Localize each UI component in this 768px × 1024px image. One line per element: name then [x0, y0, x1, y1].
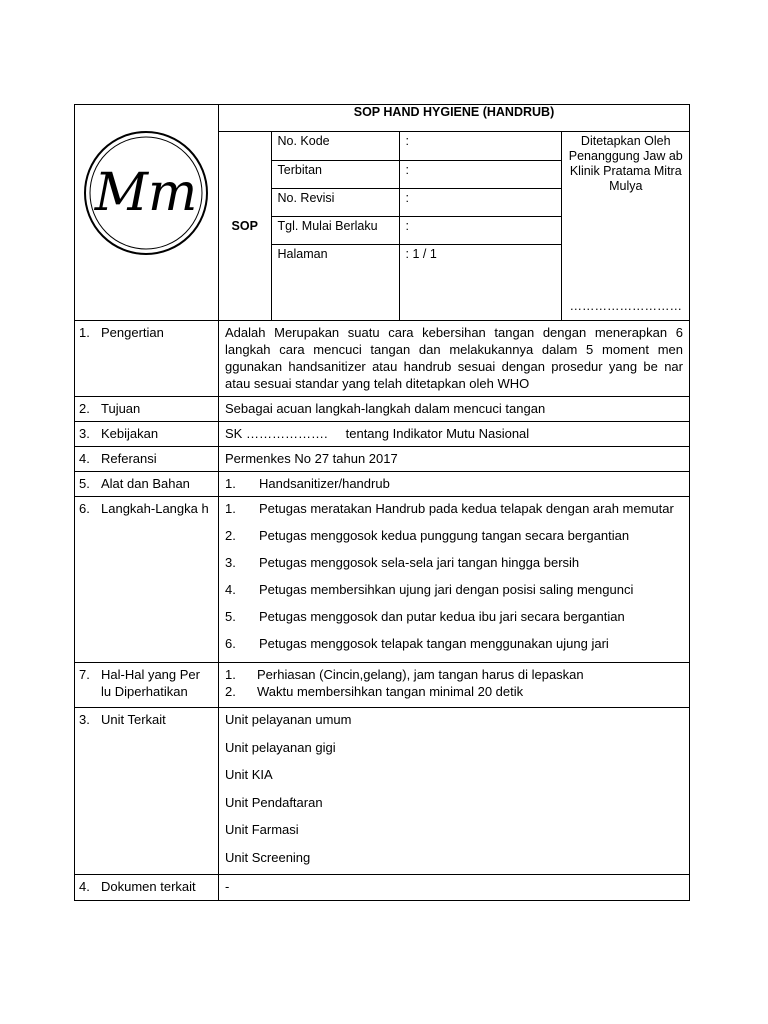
- row-number: 1.: [79, 325, 90, 340]
- row-label: Hal-Hal yang Per lu Diperhatikan: [101, 667, 200, 699]
- row-label: Alat dan Bahan: [101, 476, 190, 491]
- row-label: Unit Terkait: [101, 712, 166, 727]
- field-value-terbitan: :: [399, 160, 561, 188]
- sop-table: [74, 104, 690, 901]
- langkah-list: [219, 497, 690, 663]
- list-item: 1. Perhiasan (Cincin,gelang), jam tangan harus di lepaskan: [225, 667, 584, 682]
- list-item: 1. Handsanitizer/handrub: [225, 476, 390, 491]
- field-label-no-revisi: No. Revisi: [271, 188, 399, 216]
- approval-stamp: [561, 132, 690, 320]
- hal-list: [219, 663, 690, 708]
- row-number: 3.: [79, 712, 90, 727]
- sop-label: SOP: [219, 132, 271, 320]
- pengertian-text: Adalah Merupakan suatu cara kebersihan tangan dengan menerapkan 6 langkah cara mencuci tangan dan melakukannya dalam 5 moment men ggunakan handsanitizer atau handrub sesuai dengan prosedur yang be nar atau sesuai standar yang telah ditetapkan oleh WHO: [219, 321, 690, 397]
- field-value-halaman: : 1 / 1: [399, 244, 561, 320]
- row-unit-terkait: [75, 708, 690, 875]
- field-value-no-revisi: :: [399, 188, 561, 216]
- list-item: Unit pelayanan gigi: [225, 739, 336, 755]
- field-value-no-kode: :: [399, 132, 561, 160]
- row-alat-bahan: [75, 472, 690, 497]
- row-tujuan: [75, 397, 690, 422]
- alat-list: [219, 472, 690, 497]
- row-label: Dokumen terkait: [101, 878, 196, 894]
- signature-line: ………………………: [569, 299, 682, 313]
- tujuan-text: Sebagai acuan langkah-langkah dalam mencuci tangan: [219, 397, 690, 422]
- row-label: Langkah-Langka h: [101, 501, 209, 516]
- field-label-tgl-mulai: Tgl. Mulai Berlaku: [271, 216, 399, 244]
- list-item: 2. Petugas menggosok kedua punggung tangan secara bergantian: [225, 528, 630, 543]
- list-item: 6. Petugas menggosok telapak tangan menggunakan ujung jari: [225, 636, 609, 651]
- row-label: Tujuan: [101, 401, 141, 416]
- header-info-table: [219, 132, 690, 320]
- row-label: Kebijakan: [101, 426, 159, 441]
- list-item: Unit pelayanan umum: [225, 712, 352, 727]
- logo-monogram: Mm: [94, 163, 198, 223]
- row-referensi: [75, 447, 690, 472]
- list-item: 5. Petugas menggosok dan putar kedua ibu jari secara bergantian: [225, 609, 625, 624]
- list-item: Unit Pendaftaran: [225, 794, 323, 810]
- unit-list: [219, 708, 690, 875]
- logo-cell: [75, 105, 219, 321]
- list-item: Unit Screening: [225, 849, 311, 865]
- row-number: 3.: [79, 426, 90, 441]
- referensi-text: Permenkes No 27 tahun 2017: [219, 447, 690, 472]
- dokumen-text: -: [219, 874, 690, 900]
- field-label-halaman: Halaman: [271, 244, 399, 320]
- document-title: SOP HAND HYGIENE (HANDRUB): [219, 105, 690, 132]
- row-number: 4.: [79, 451, 90, 466]
- list-item: Unit Farmasi: [225, 822, 299, 837]
- row-langkah: [75, 497, 690, 663]
- header-info-cell: [219, 132, 690, 321]
- row-dokumen: [75, 874, 690, 900]
- approval-text: Ditetapkan Oleh Penanggung Jaw ab Klinik Pratama Mitra Mulya: [568, 134, 683, 193]
- clinic-logo: [83, 130, 209, 256]
- list-item: 2. Waktu membersihkan tangan minimal 20 detik: [225, 684, 524, 699]
- field-label-terbitan: Terbitan: [271, 160, 399, 188]
- field-label-no-kode: No. Kode: [271, 132, 399, 160]
- row-pengertian: [75, 321, 690, 397]
- kebijakan-text: SK ………………. tentang Indikator Mutu Nasional: [219, 422, 690, 447]
- row-number: 6.: [79, 501, 90, 516]
- field-value-tgl-mulai: :: [399, 216, 561, 244]
- row-kebijakan: [75, 422, 690, 447]
- row-label: Referansi: [101, 451, 157, 466]
- list-item: 4. Petugas membersihkan ujung jari dengan posisi saling mengunci: [225, 582, 634, 597]
- row-number: 5.: [79, 476, 90, 491]
- list-item: 3. Petugas menggosok sela-sela jari tangan hingga bersih: [225, 555, 580, 570]
- list-item: Unit KIA: [225, 767, 273, 782]
- sop-document: [74, 104, 689, 901]
- row-hal-hal: [75, 663, 690, 708]
- row-label: Pengertian: [101, 325, 164, 340]
- row-number: 2.: [79, 401, 90, 416]
- row-number: 7.: [79, 667, 90, 682]
- list-item: 1. Petugas meratakan Handrub pada kedua telapak dengan arah memutar: [225, 501, 674, 516]
- row-number: 4.: [79, 878, 90, 894]
